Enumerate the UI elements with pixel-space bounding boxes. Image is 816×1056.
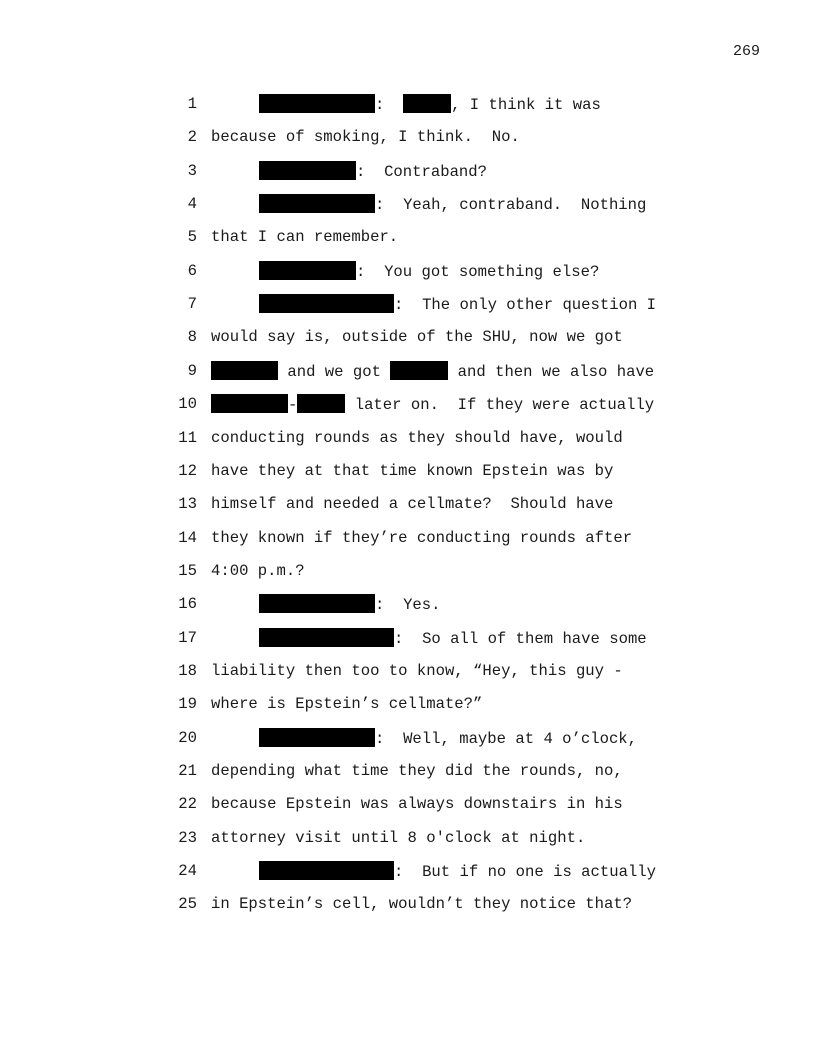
line-number: 7 [187, 295, 197, 314]
redaction-box [403, 94, 451, 113]
line-number: 20 [178, 728, 197, 747]
line-text [259, 594, 441, 615]
line-number: 17 [178, 628, 197, 647]
transcript-line [0, 794, 816, 814]
line-text-segment: : Yeah, contraband. Nothing [375, 196, 647, 215]
line-text-segment: : Contraband? [356, 162, 488, 181]
line-text [211, 428, 623, 448]
line-text [211, 127, 520, 147]
transcript-line [0, 428, 816, 448]
line-text [211, 461, 613, 481]
redaction-box [259, 94, 375, 113]
line-number: 21 [178, 762, 197, 780]
line-text-segment: and we got [278, 362, 391, 381]
line-text-segment: : Yes. [375, 596, 441, 615]
line-text [259, 294, 656, 315]
transcript-line [0, 227, 816, 247]
line-text-segment: - [288, 396, 298, 415]
transcript-line [0, 561, 816, 581]
line-text [211, 361, 654, 382]
transcript-line [0, 861, 816, 881]
line-text-segment: , I think it was [451, 96, 601, 114]
line-text [211, 828, 585, 848]
line-text [259, 194, 646, 215]
line-number: 10 [178, 395, 197, 414]
line-number: 14 [178, 528, 197, 547]
redaction-box [211, 361, 278, 380]
line-number: 11 [178, 428, 197, 447]
transcript-line [0, 828, 816, 848]
line-text-segment: himself and needed a cellmate? Should have [211, 495, 614, 514]
line-number: 6 [187, 261, 197, 280]
line-number: 19 [178, 695, 197, 714]
line-text-segment: liability then too to know, “Hey, this guy - [211, 661, 623, 680]
line-text-segment: they known if they’re conducting rounds after [211, 528, 633, 547]
line-text [259, 628, 647, 649]
line-text [211, 761, 623, 781]
transcript-line [0, 394, 816, 414]
redaction-box [259, 594, 375, 613]
redaction-box [259, 728, 375, 747]
line-number: 25 [178, 895, 197, 914]
line-text [211, 561, 305, 581]
line-text-segment: that I can remember. [211, 228, 399, 247]
line-text [259, 728, 637, 749]
line-text [211, 528, 632, 548]
line-text [211, 227, 398, 247]
line-number: 13 [178, 495, 197, 514]
redaction-box [390, 361, 448, 380]
line-text-segment: : [375, 96, 404, 114]
redaction-box [259, 161, 356, 180]
line-text [211, 327, 623, 347]
line-text [259, 861, 656, 882]
line-text-segment: in Epstein’s cell, wouldn’t they notice that? [211, 895, 633, 914]
line-text [259, 161, 487, 182]
line-text [259, 94, 601, 115]
transcript-line [0, 161, 816, 181]
line-text-segment: depending what time they did the rounds, no, [211, 762, 623, 780]
line-text-segment: because of smoking, I think. No. [211, 128, 520, 147]
line-number: 15 [178, 561, 197, 580]
line-text-segment: attorney visit until 8 o'clock at night. [211, 828, 586, 847]
transcript-line [0, 694, 816, 714]
transcript-line [0, 761, 816, 781]
redaction-box [259, 628, 394, 647]
transcript-line [0, 661, 816, 681]
line-text-segment: and then we also have [448, 362, 655, 381]
line-text-segment: : You got something else? [356, 262, 600, 281]
transcript-line [0, 728, 816, 748]
transcript-line [0, 327, 816, 347]
line-text-segment: where is Epstein’s cellmate?” [211, 695, 483, 714]
line-text-segment: 4:00 p.m.? [211, 561, 305, 580]
transcript-line [0, 127, 816, 147]
line-text [211, 694, 482, 714]
transcript-line [0, 628, 816, 648]
transcript-line [0, 461, 816, 481]
line-number: 24 [178, 862, 197, 881]
transcript-line [0, 94, 816, 114]
page-number: 269 [733, 43, 761, 60]
line-text-segment: : But if no one is actually [394, 863, 657, 882]
line-text-segment: later on. If they were actually [345, 396, 655, 415]
line-number: 4 [187, 195, 197, 214]
line-number: 2 [187, 128, 197, 147]
line-text-segment: : Well, maybe at 4 o’clock, [375, 729, 638, 748]
line-number: 1 [187, 95, 197, 113]
line-text-segment: conducting rounds as they should have, would [211, 428, 623, 447]
line-text [211, 661, 623, 681]
transcript-line [0, 361, 816, 381]
line-number: 12 [178, 461, 197, 480]
line-text [211, 894, 632, 914]
line-number: 9 [187, 361, 197, 380]
line-number: 23 [178, 828, 197, 847]
transcript-line [0, 594, 816, 614]
line-text [211, 794, 623, 814]
line-text [259, 261, 599, 282]
line-number: 16 [178, 595, 197, 614]
line-text [211, 394, 654, 415]
line-text-segment: : The only other question I [394, 296, 657, 315]
redaction-box [259, 194, 375, 213]
transcript-line [0, 894, 816, 914]
transcript-line [0, 261, 816, 281]
line-text-segment: have they at that time known Epstein was by [211, 461, 614, 480]
redaction-box [259, 861, 394, 880]
line-number: 3 [187, 161, 197, 180]
line-text-segment: : So all of them have some [394, 629, 647, 648]
transcript-line [0, 194, 816, 214]
redaction-box [211, 394, 288, 413]
transcript-line [0, 528, 816, 548]
redaction-box [297, 394, 345, 413]
line-number: 18 [178, 661, 197, 680]
line-number: 22 [178, 795, 197, 814]
transcript-line [0, 294, 816, 314]
redaction-box [259, 294, 394, 313]
redaction-box [259, 261, 356, 280]
line-number: 8 [187, 328, 197, 347]
line-text-segment: would say is, outside of the SHU, now we got [211, 328, 623, 347]
transcript-line [0, 494, 816, 514]
line-text [211, 494, 613, 514]
line-number: 5 [187, 228, 197, 247]
line-text-segment: because Epstein was always downstairs in his [211, 795, 623, 814]
